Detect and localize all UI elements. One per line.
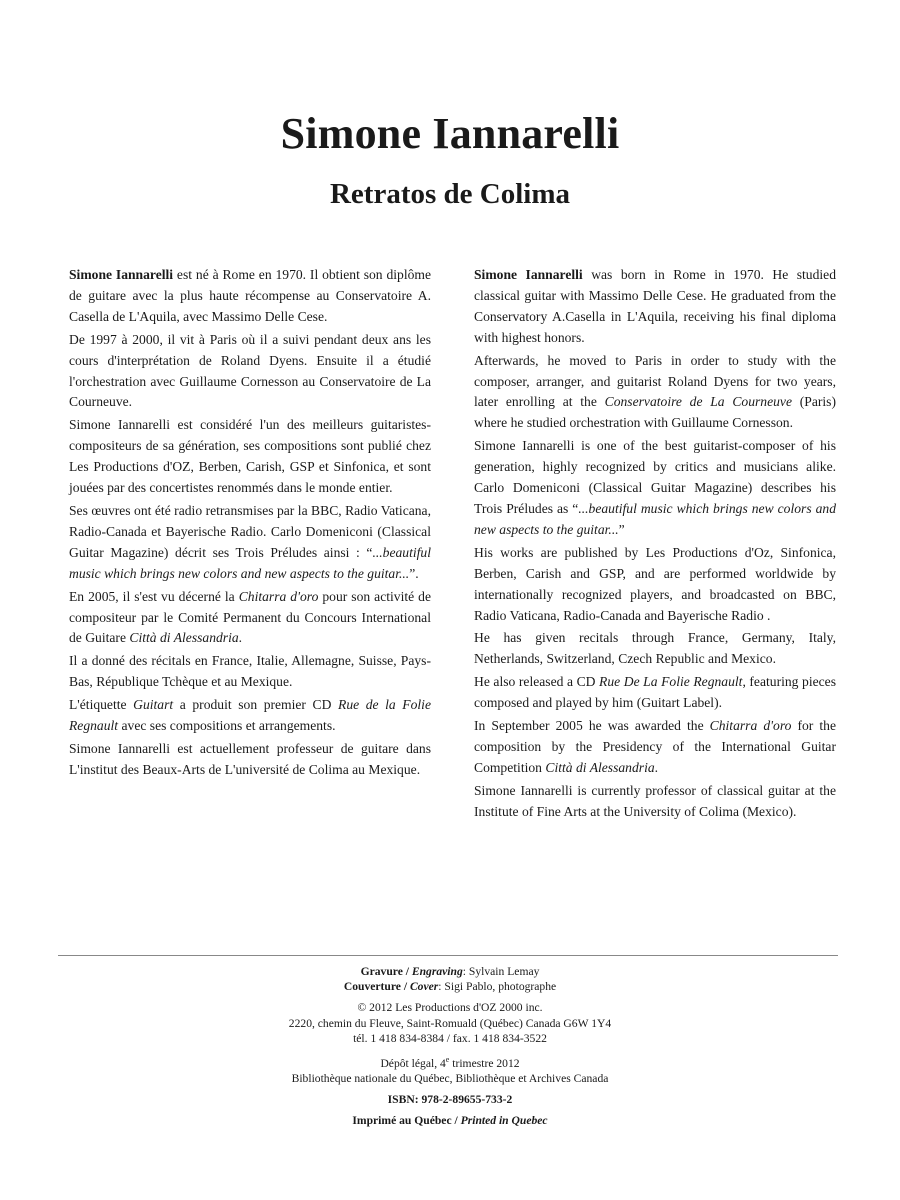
text-segment: Simone Iannarelli is one of the best guitarist-composer of his generation, highly recognized by critics and musicians alike. Carlo Domeniconi (Classical Guitar Magazine) describes his Trois Préludes as “ [474,438,836,516]
text-segment: ”. [409,565,419,581]
cover-credit: Couverture / Cover: Sigi Pablo, photographe [343,980,557,994]
text-segment: In September 2005 he was awarded the [474,718,710,734]
text-segment: a produit son premier CD [173,697,339,713]
text-segment: ...beautiful music which brings new colors and new aspects to the guitar... [69,544,431,581]
legal-deposit-line: Dépôt légal, 4e trimestre 2012 [380,1055,520,1070]
page-title: Simone Iannarelli [280,109,620,158]
paragraph [69,501,431,585]
text-segment: . [238,630,243,646]
text-segment: Simone Iannarelli est considéré l'un des meilleurs guitaristes-compositeurs de sa génération, ses compositions sont publié chez Les Productions d'OZ, Berben, Carish, GSP et Sinfonica, et sont jouées par des concertistes renommés dans le monde entier. [69,417,431,496]
paragraph [474,628,836,670]
french-biography-column [69,265,431,781]
text-segment: Chitarra d'oro [709,718,792,734]
credits-block [0,964,900,1129]
page-subtitle: Retratos de Colima [329,178,570,210]
text-segment: Simone Iannarelli [474,267,583,282]
text-segment: , featuring pieces composed and played by him (Guitart Label). [474,674,837,711]
paragraph [474,672,836,714]
paragraph [69,651,431,693]
paragraph [69,415,431,499]
text-segment: Conservatoire de La Courneuve [604,394,792,410]
paragraph [69,265,431,328]
text-segment: pour son activité de compositeur par le Comité Permanent du Concours International de Guitare [69,588,431,646]
text-segment: Rue De La Folie Regnault [599,674,743,690]
text-segment: Simone Iannarelli is currently professor of classical guitar at the Institute of Fine Arts at the University of Colima (Mexico). [474,782,836,819]
text-segment: L'étiquette [69,697,134,713]
text-segment: Rue de la Folie Regnault [69,697,431,734]
text-segment: (Paris) where he studied orchestration with Guillaume Cornesson. [474,394,836,431]
text-segment: Città di Alessandria [545,759,655,775]
paragraph [474,265,836,349]
paragraph [474,543,836,627]
text-segment: Guitart [133,697,174,713]
paragraph [474,436,836,541]
text-segment: He has given recitals through France, Germany, Italy, Netherlands, Switzerland, Czech Republic and Mexico. [474,630,836,667]
text-segment: ” [618,521,625,537]
paragraph [69,695,431,737]
text-segment: Chitarra d'oro [238,588,319,604]
phone-line: tél. 1 418 834-8384 / fax. 1 418 834-3522 [353,1031,547,1045]
isbn-line: ISBN: 978-2-89655-733-2 [387,1093,513,1107]
text-segment: He also released a CD [474,674,600,690]
text-segment: Città di Alessandria [129,630,239,646]
text-segment: De 1997 à 2000, il vit à Paris où il a suivi pendant deux ans les cours d'interprétation de Roland Dyens. Ensuite il a étudié l'orchestration avec Guillaume Cornesson au Conservatoire de La Courneuve. [69,331,431,410]
text-segment: His works are published by Les Productions d'Oz, Sinfonica, Berben, Carish and GSP, and are performed worldwide by internationally recognized players, and broadcasted on BBC, Radio Vaticana, Radio-Canada and Bayerische Radio . [474,544,836,623]
text-segment: est né à Rome en 1970. Il obtient son diplôme de guitare avec la plus haute récompense au Conservatoire A. Casella de L'Aquila, avec Massimo Delle Cese. [69,267,431,324]
text-segment: En 2005, il s'est vu décerné la [69,588,239,604]
text-segment: was born in Rome in 1970. He studied classical guitar with Massimo Delle Cese. He graduated from the Conservatory A.Casella in L'Aquila, receiving his final diploma with highest honors. [474,267,836,345]
paragraph [474,781,836,823]
paragraph [69,587,431,650]
text-segment: . [654,759,659,775]
text-segment: for the composition by the Presidency of the International Guitar Competition [474,718,836,775]
paragraph [474,716,836,779]
text-segment: Il a donné des récitals en France, Italie, Allemagne, Suisse, Pays-Bas, République Tchèque et au Mexique. [69,653,431,690]
text-segment: Ses œuvres ont été radio retransmises par la BBC, Radio Vaticana, Radio-Canada et Bayerische Radio. Carlo Domeniconi (Classical Guitar Magazine) décrit ses Trois Préludes ainsi : “ [69,502,431,560]
address-line: 2220, chemin du Fleuve, Saint-Romuald (Québec) Canada G6W 1Y4 [288,1016,612,1030]
paragraph [474,351,836,435]
text-segment: Simone Iannarelli [69,267,174,282]
copyright-line: © 2012 Les Productions d'OZ 2000 inc. [357,1001,543,1015]
footer-divider [58,955,838,956]
paragraph [69,739,431,781]
libraries-line: Bibliothèque nationale du Québec, Bibliothèque et Archives Canada [291,1072,609,1086]
english-biography-column [474,265,836,823]
paragraph [69,330,431,414]
engraving-credit: Gravure / Engraving: Sylvain Lemay [360,965,540,978]
text-segment: Simone Iannarelli est actuellement professeur de guitare dans L'institut des Beaux-Arts de L'université de Colima au Mexique. [69,740,431,777]
text-segment: ...beautiful music which brings new colors and new aspects to the guitar... [474,500,836,537]
printed-in-line: Imprimé au Québec / Printed in Quebec [352,1114,548,1128]
text-segment: Afterwards, he moved to Paris in order to study with the composer, arranger, and guitarist Roland Dyens for two years, later enrolling at the [474,352,836,410]
text-segment: avec ses compositions et arrangements. [118,718,336,734]
